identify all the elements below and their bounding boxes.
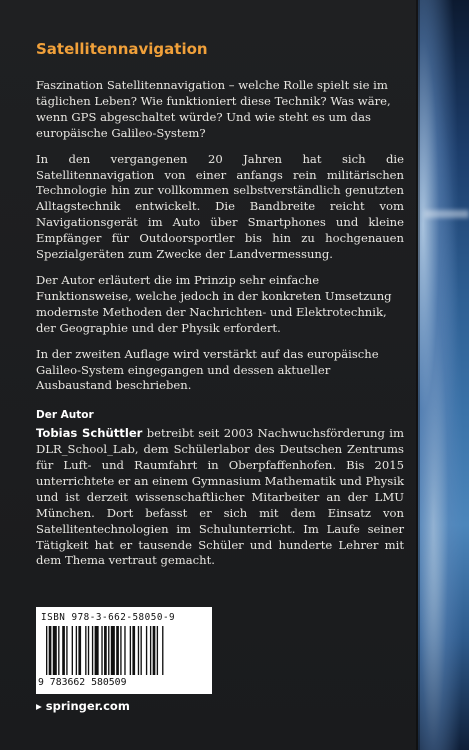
author-name: Tobias Schüttler xyxy=(36,426,143,441)
blurb-paragraph-3: Der Autor erläutert die im Prinzip sehr einfache Funktionsweise, welche jedoch in der konkreten Umsetzung modernste Methoden der Nachrichten- und Elektrotechnik, der Geographie und der Physik erfordert. xyxy=(36,272,392,335)
author-bio-text: betreibt seit 2003 Nachwuchsförderung im DLR_School_Lab, dem Schülerlabor des Deutschen Zentrums für Luft- und Raumfahrt in Oberpfaffenhofen. Bis 2015 unterrichtete er an einem Gymnasium Mathematik und Physik und ist derzeit wissenschaftlicher Mitarbeiter an der LMU München. Dort befasst er sich mit dem Einsatz von Satellitentechnologien im Schulunterricht. Im Laufe seiner Tätigkeit hat er tausende Schüler und hunderte Lehrer mit dem Thema vertraut gemacht. xyxy=(36,426,404,568)
book-title: Satellitennavigation xyxy=(36,40,208,58)
publisher-link[interactable] xyxy=(36,699,130,713)
barcode-bars-icon xyxy=(46,626,206,675)
earth-photo-strip xyxy=(418,0,469,750)
author-heading: Der Autor xyxy=(36,409,94,422)
isbn-text: ISBN 978-3-662-58050-9 xyxy=(41,612,176,623)
author-bio xyxy=(36,426,404,569)
blurb-paragraph-4: In der zweiten Auflage wird verstärkt auf das europäische Galileo-System eingegangen und dessen aktueller Ausbaustand beschrieben. xyxy=(36,346,379,393)
blurb-paragraph-2: In den vergangenen 20 Jahren hat sich die Satellitennavigation von einer anfangs rein militärischen Technologie hin zur vollkommen selbstverständlich genutzten Alltagstechnik entwickelt. Die Bandbreite reicht vom Navigationsgerät im Auto über Smartphones und kleine Empfänger für Outdoorsportler bis hin zu hochgenauen Spezialgeräten zum Zwecke der Landvermessung. xyxy=(36,151,404,262)
barcode-digits: 9 783662 580509 xyxy=(38,677,127,688)
blurb-paragraph-1: Faszination Satellitennavigation – welche Rolle spielt sie im täglichen Leben? Wie funktioniert diese Technik? Was wäre, wenn GPS abgeschaltet würde? Und wie steht es um das europäische Galileo-System? xyxy=(36,78,391,140)
publisher-name: springer.com xyxy=(45,699,130,713)
blurb-text-block xyxy=(36,40,404,579)
barcode-label xyxy=(36,607,212,694)
arrow-icon: ▸ xyxy=(36,699,42,713)
